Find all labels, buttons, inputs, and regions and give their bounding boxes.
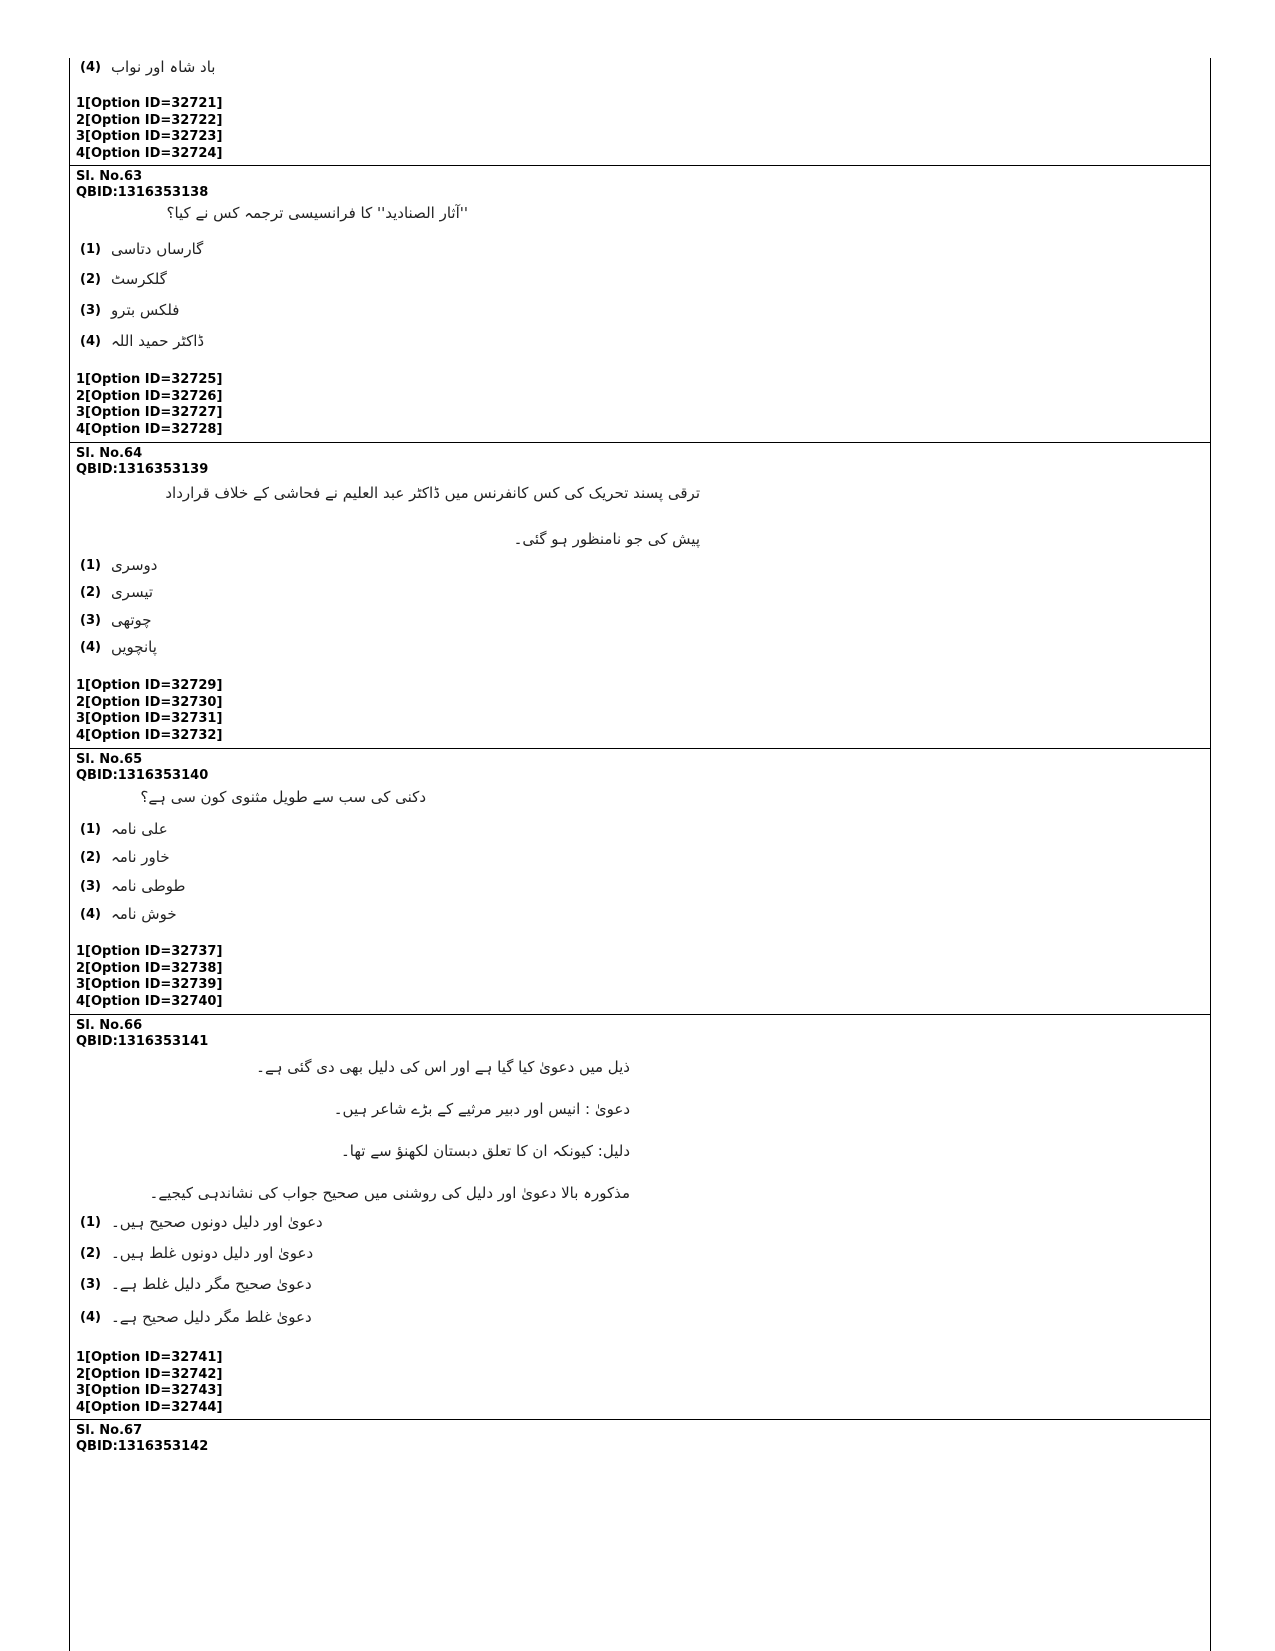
option-number: (3): [80, 1276, 101, 1292]
qbid: QBID:1316353141: [76, 1034, 209, 1049]
prev-option-4: [80, 56, 215, 78]
question-divider: [70, 1419, 1210, 1420]
option-id: 4[Option ID=32728]: [76, 421, 223, 437]
question-text: دکنی کی سب سے طویل مثنوی کون سی ہے؟: [140, 788, 426, 806]
option-id: 4[Option ID=32724]: [76, 145, 223, 161]
question-divider: [70, 748, 1210, 749]
option-3: [80, 1273, 312, 1295]
option-number: (4): [80, 333, 101, 349]
option-number: (2): [80, 849, 101, 865]
prev-option-ids: [76, 96, 222, 162]
option-id: 2[Option ID=32730]: [76, 694, 223, 710]
serial-number: Sl. No.63: [76, 169, 143, 184]
option-id: 1[Option ID=32729]: [76, 678, 223, 693]
option-ids: [76, 944, 222, 1010]
option-text: پانچویں: [110, 638, 157, 656]
option-1: [80, 554, 157, 576]
question-text: دلیل: کیونکہ ان کا تعلق دبستان لکھنؤ سے تھا۔: [341, 1142, 630, 1160]
question-divider: [70, 165, 1210, 166]
option-number: (4): [80, 906, 101, 922]
option-text: دعویٰ اور دلیل دونوں صحیح ہیں۔: [110, 1213, 323, 1231]
option-id: 1[Option ID=32737]: [76, 944, 223, 959]
option-text: خاور نامہ: [110, 848, 170, 866]
option-number: (4): [80, 59, 101, 75]
option-id: 1[Option ID=32741]: [76, 1350, 223, 1365]
option-number: (4): [80, 639, 101, 655]
option-id: 3[Option ID=32739]: [76, 977, 223, 992]
question-text: دعویٰ : انیس اور دبیر مرثیے کے بڑے شاعر ہیں۔: [333, 1100, 630, 1118]
option-id: 2[Option ID=32742]: [76, 1366, 223, 1382]
option-id: 4[Option ID=32740]: [76, 993, 223, 1009]
option-id: 1[Option ID=32721]: [76, 96, 223, 111]
option-id: 3[Option ID=32743]: [76, 1383, 223, 1398]
option-2: [80, 581, 153, 603]
qbid: QBID:1316353140: [76, 768, 209, 783]
option-text: ڈاکٹر حمید اللہ: [110, 332, 205, 350]
option-number: (2): [80, 271, 101, 287]
option-id: 2[Option ID=32726]: [76, 388, 223, 404]
qbid: QBID:1316353138: [76, 185, 209, 200]
option-text: باد شاہ اور نواب: [110, 58, 216, 76]
option-text: تیسری: [110, 583, 154, 601]
option-ids: [76, 678, 222, 744]
option-ids: [76, 372, 222, 438]
option-4: [80, 1306, 312, 1328]
option-4: [80, 330, 204, 352]
option-number: (3): [80, 878, 101, 894]
option-id: 2[Option ID=32722]: [76, 112, 223, 128]
question-divider: [70, 1014, 1210, 1015]
option-text: خوش نامہ: [110, 905, 177, 923]
option-id: 3[Option ID=32723]: [76, 129, 223, 144]
option-id: 3[Option ID=32731]: [76, 711, 223, 726]
question-paper-frame: [69, 58, 1211, 1651]
option-3: [80, 299, 179, 321]
option-id: 4[Option ID=32744]: [76, 1399, 223, 1415]
question-divider: [70, 442, 1210, 443]
question-text: ذیل میں دعویٰ کیا گیا ہے اور اس کی دلیل بھی دی گئی ہے۔: [256, 1058, 630, 1076]
option-text: گلکرسٹ: [110, 270, 167, 288]
option-ids: [76, 1350, 222, 1416]
option-text: فلکس بترو: [110, 301, 180, 319]
option-id: 3[Option ID=32727]: [76, 405, 223, 420]
option-text: علی نامہ: [110, 820, 168, 838]
question-text: ترقی پسند تحریک کی کس کانفرنس میں ڈاکٹر عبد العلیم نے فحاشی کے خلاف قرارداد: [165, 484, 700, 502]
option-number: (1): [80, 821, 101, 837]
option-text: دعویٰ غلط مگر دلیل صحیح ہے۔: [110, 1308, 312, 1326]
option-id: 2[Option ID=32738]: [76, 960, 223, 976]
option-text: طوطی نامہ: [110, 877, 186, 895]
question-text: ''آثار الصنادید'' کا فرانسیسی ترجمہ کس نے کیا؟: [166, 204, 468, 222]
option-3: [80, 875, 185, 897]
qbid: QBID:1316353139: [76, 462, 209, 477]
option-number: (3): [80, 612, 101, 628]
option-number: (2): [80, 584, 101, 600]
qbid: QBID:1316353142: [76, 1439, 209, 1454]
option-1: [80, 238, 203, 260]
option-id: 4[Option ID=32732]: [76, 727, 223, 743]
question-text: پیش کی جو نامنظور ہو گئی۔: [513, 530, 700, 548]
option-text: دعویٰ صحیح مگر دلیل غلط ہے۔: [110, 1275, 312, 1293]
option-2: [80, 268, 167, 290]
option-3: [80, 609, 152, 631]
option-number: (1): [80, 557, 101, 573]
option-id: 1[Option ID=32725]: [76, 372, 223, 387]
option-number: (1): [80, 1214, 101, 1230]
option-2: [80, 846, 170, 868]
option-number: (1): [80, 241, 101, 257]
option-text: دعویٰ اور دلیل دونوں غلط ہیں۔: [110, 1244, 314, 1262]
question-text: مذکورہ بالا دعویٰ اور دلیل کی روشنی میں صحیح جواب کی نشاندہی کیجیے۔: [149, 1184, 630, 1202]
option-number: (2): [80, 1245, 101, 1261]
option-text: گارساں دتاسی: [110, 240, 204, 258]
option-1: [80, 1211, 323, 1233]
option-4: [80, 903, 177, 925]
option-number: (3): [80, 302, 101, 318]
option-text: دوسری: [110, 556, 158, 574]
option-number: (4): [80, 1309, 101, 1325]
serial-number: Sl. No.64: [76, 446, 143, 461]
serial-number: Sl. No.66: [76, 1018, 143, 1033]
option-text: چوتھی: [110, 611, 152, 629]
serial-number: Sl. No.65: [76, 752, 143, 767]
serial-number: Sl. No.67: [76, 1423, 143, 1438]
option-2: [80, 1242, 313, 1264]
option-1: [80, 818, 168, 840]
option-4: [80, 636, 157, 658]
